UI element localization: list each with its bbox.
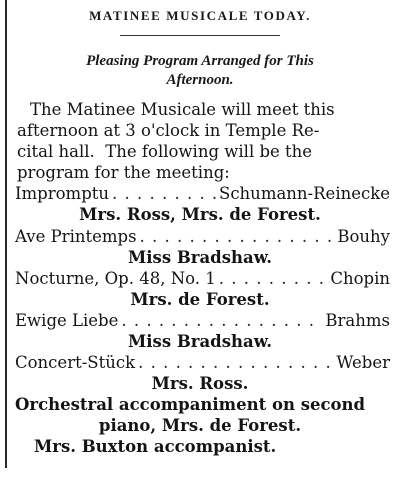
dot-leader <box>219 268 328 289</box>
program-work: Ave Printemps <box>15 227 137 246</box>
program-composer: Brahms <box>325 311 390 330</box>
body-line-2: afternoon at 3 o'clock in Temple Re- <box>17 121 320 140</box>
program-item-4 <box>15 310 390 331</box>
program-performers-2: Miss Bradshaw. <box>128 248 272 267</box>
program-work: Ewige Liebe <box>15 311 119 330</box>
program-item-2 <box>15 226 390 247</box>
body-line-3: cital hall. The following will be the <box>17 142 313 161</box>
program-composer: Bouhy <box>337 227 390 246</box>
program-work: Impromptu <box>15 184 110 203</box>
program-item-3 <box>15 268 390 289</box>
headline-divider <box>120 35 280 36</box>
dot-leader <box>112 183 216 204</box>
column-rule <box>5 0 7 468</box>
headline: MATINEE MUSICALE TODAY. <box>89 8 311 23</box>
program-composer: Chopin <box>330 269 390 288</box>
closing-line-2: piano, Mrs. de Forest. <box>98 416 302 435</box>
subhead-line-2: Afternoon. <box>166 72 234 88</box>
dot-leader <box>121 310 322 331</box>
program-composer: Weber <box>336 353 390 372</box>
program-item-5 <box>15 352 390 373</box>
program-performers-5: Mrs. Ross. <box>151 374 249 393</box>
body-line-4: program for the meeting: <box>17 163 230 182</box>
program-item-1 <box>15 183 390 204</box>
subhead-line-1: Pleasing Program Arranged for This <box>86 53 314 69</box>
program-performers-1: Mrs. Ross, Mrs. de Forest. <box>79 205 321 224</box>
closing-line-3: Mrs. Buxton accompanist. <box>34 437 277 456</box>
closing-line-1: Orchestral accompaniment on second <box>15 395 366 414</box>
program-performers-3: Mrs. de Forest. <box>130 290 270 309</box>
dot-leader <box>138 352 333 373</box>
program-work: Nocturne, Op. 48, No. 1 <box>15 269 216 288</box>
body-line-1: The Matinee Musicale will meet this <box>30 100 335 119</box>
program-composer: Schumann-Reinecke <box>219 184 390 203</box>
program-work: Concert-Stück <box>15 353 136 372</box>
program-performers-4: Miss Bradshaw. <box>128 332 272 351</box>
dot-leader <box>140 226 335 247</box>
